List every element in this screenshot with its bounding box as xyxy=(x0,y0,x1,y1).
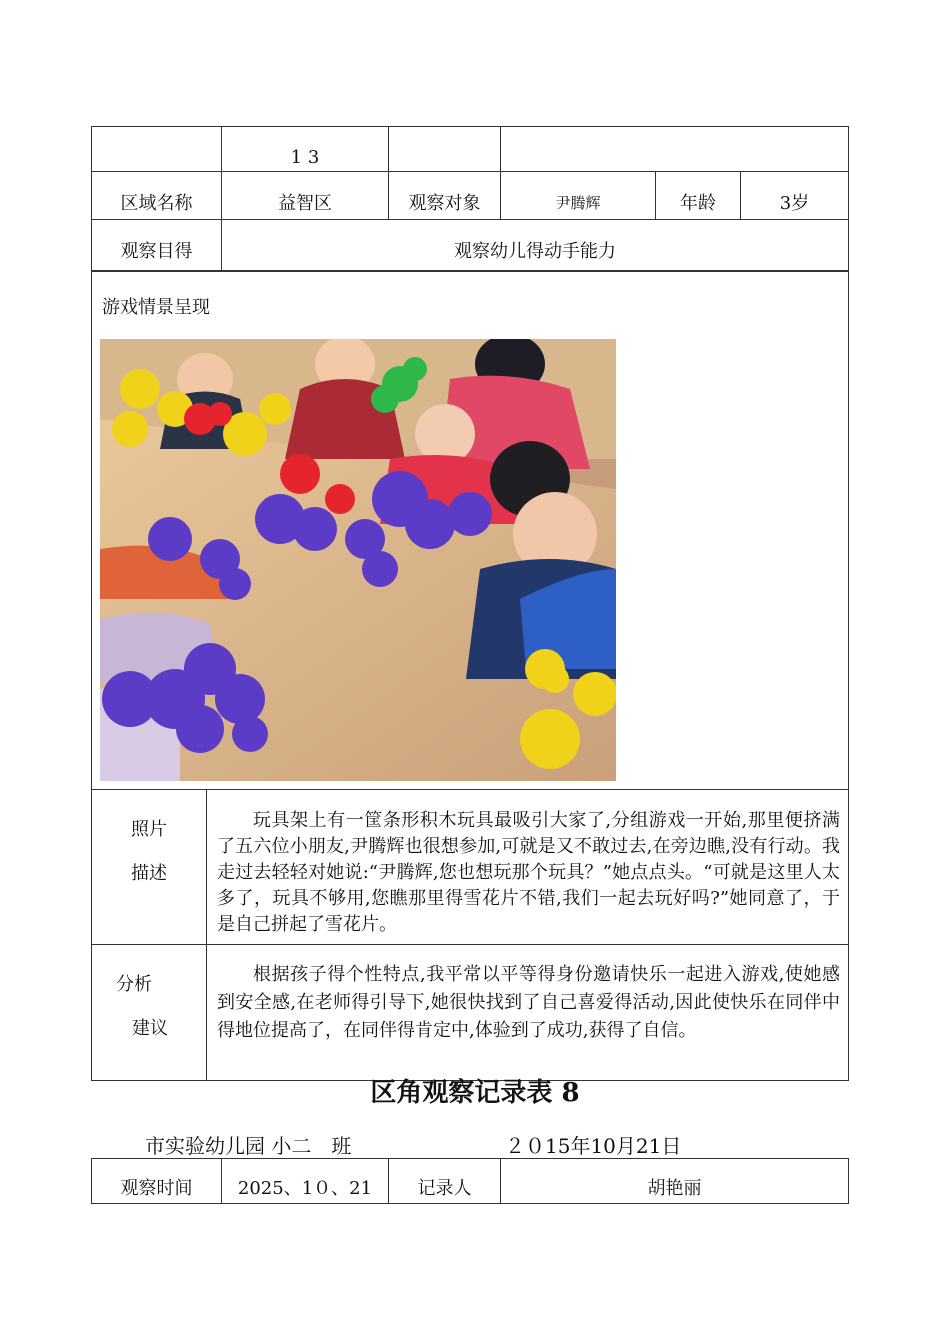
photo-description-text: 玩具架上有一筐条形积木玩具最吸引大家了,分组游戏一开始,那里便挤满了五六位小朋友,尹腾辉也很想参加,可就是又不敢过去,在旁边瞧,没有行动。我走过去轻轻对她说:“尹腾辉,您也想玩那个玩具？”她点点头。“可就是这里人太多了，玩具不够用,您瞧那里得雪花片不错,我们一起去玩好吗?”她同意了，于是自己拼起了雪花片。 xyxy=(207,790,849,945)
target-value: 尹腾辉 xyxy=(501,172,656,220)
desc-label: 描述 xyxy=(131,863,167,884)
recorder-value: 胡艳丽 xyxy=(501,1159,849,1204)
age-value: 3岁 xyxy=(741,172,849,220)
recorder-label: 记录人 xyxy=(389,1159,501,1204)
suggestion-label: 建议 xyxy=(132,1018,168,1039)
empty-cell xyxy=(92,127,222,172)
school-class: 市实验幼儿园 小二 班 xyxy=(145,1134,352,1158)
analysis-label-cell xyxy=(92,945,207,1081)
area-value: 益智区 xyxy=(222,172,389,220)
scene-cell xyxy=(92,271,849,790)
time-value: 2025、1０、21 xyxy=(222,1159,389,1204)
photo-desc-label-cell xyxy=(92,790,207,945)
scene-title: 游戏情景呈现 xyxy=(102,297,210,318)
time-label: 观察时间 xyxy=(92,1159,222,1204)
children-playing-photo xyxy=(100,339,616,781)
record-table-bottom xyxy=(91,270,849,1081)
photo-label: 照片 xyxy=(131,819,167,840)
page-title: 区角观察记录表 8 xyxy=(370,1078,580,1108)
form-date: ２０15年10月21日 xyxy=(505,1134,682,1158)
age-label: 年龄 xyxy=(656,172,741,220)
area-label: 区域名称 xyxy=(92,172,222,220)
second-form-table xyxy=(91,1158,849,1204)
analysis-label: 分析 xyxy=(116,974,152,995)
empty-cell xyxy=(501,127,849,172)
number-cell: 1 3 xyxy=(222,127,389,172)
target-label: 观察对象 xyxy=(389,172,501,220)
analysis-text: 根据孩子得个性特点,我平常以平等得身份邀请快乐一起进入游戏,使她感到安全感,在老师得引导下,她很快找到了自己喜爱得活动,因此使快乐在同伴中得地位提高了，在同伴得肯定中,体验到了成功,获得了自信。 xyxy=(207,945,849,1081)
goal-value: 观察幼儿得动手能力 xyxy=(222,220,849,272)
empty-cell xyxy=(389,127,501,172)
record-table-top xyxy=(91,126,849,272)
goal-label: 观察目得 xyxy=(92,220,222,272)
